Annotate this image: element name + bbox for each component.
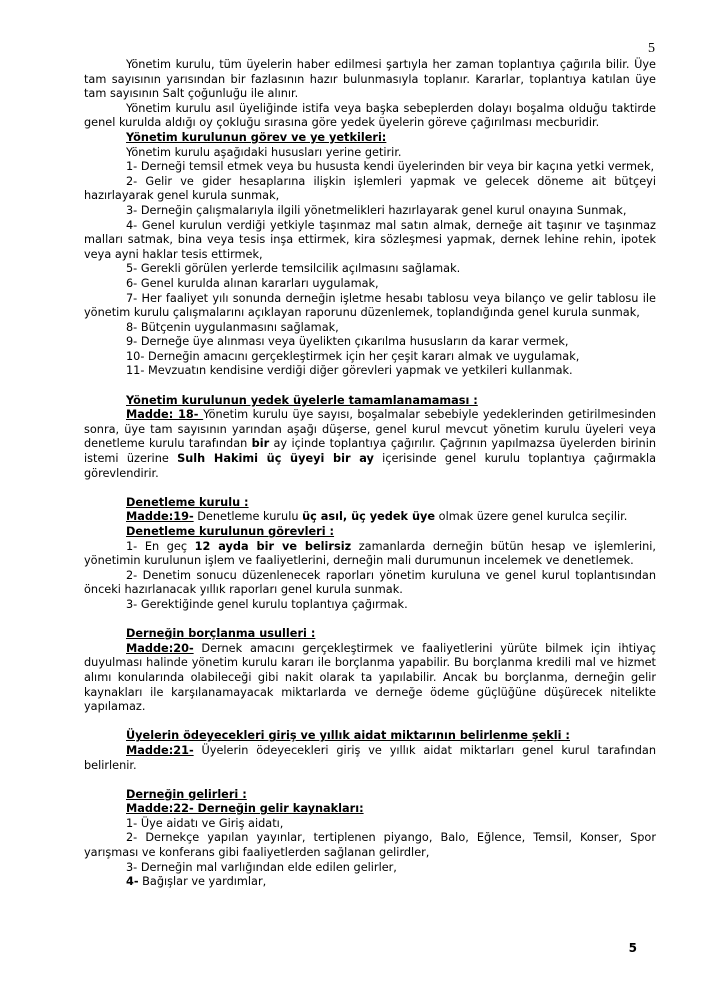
list-item: 1- Derneği temsil etmek veya bu hususta kendi üyelerinden bir veya bir kaçına yetki vermek, xyxy=(126,160,655,174)
article-label: Madde:20- xyxy=(126,641,194,655)
page-number-top: 5 xyxy=(648,41,655,56)
list-item: 4- Genel kurulun verdiği yetkiyle taşınmaz mal satın almak, derneğe ait taşınır ve taşınmaz malları satmak, bina veya tesis inşa ettirmek, kira sözleşmesi yapmak, dernek lehine rehin, ipotek veya ayni haklar tesis ettirmek, xyxy=(84,218,656,261)
section-heading: Üyelerin ödeyecekleri giriş ve yıllık aidat miktarının belirlenme şekli : xyxy=(126,729,570,743)
article-label: Madde: 18- xyxy=(126,408,204,422)
list-item: 2- Denetim sonucu düzenlenecek raporları yönetim kuruluna ve genel kurul toplantısından önceki hazırlanacak yıllık raporları genel kurula sunmak. xyxy=(84,568,656,597)
section-heading: Denetleme kurulunun görevleri : xyxy=(126,525,335,538)
list-item: 3- Gerektiğinde genel kurulu toplantıya çağırmak. xyxy=(126,597,408,611)
list-item: 8- Bütçenin uygulanmasını sağlamak, xyxy=(126,320,339,334)
article-paragraph: Madde:20- Dernek amacını gerçekleştirmek ve faaliyetlerini yürüte bilmek için ihtiyaç duyulması halinde yönetim kurulu kararı ile borçlanma yapabilir. Bu borçlanma kredili mal ve hizmet alımı konularında olabileceği gibi nakit olarak ta yapılabilir. Ancak bu borçlanma, derneğin gelir kaynakları ile karşılanamayacak miktarlarda ve derneğe ödeme güçlüğüne düşürecek nitelikte yapılamaz. xyxy=(84,641,656,714)
article-label: Madde:19- xyxy=(126,510,194,524)
article-paragraph: Madde: 18- Yönetim kurulu üye sayısı, boşalmalar sebebiyle yedeklerinden getirilmesinden sonra, üye tam sayısının yarından aşağı düşerse, genel kurul mevcut yönetim kurulu üyeleri veya denetleme kurulu tarafından bir ay içinde toplantıya çağırılır. Çağrının yapılmazsa üyelerden birinin istemi üzerine Sulh Hakimi üç üyeyi bir ay içerisinde genel kurulu toplantıya çağırmakla görevlendirir. xyxy=(84,408,657,480)
article-paragraph: Madde:21- Üyelerin ödeyecekleri giriş ve yıllık aidat miktarları genel kurul tarafından belirlenir. xyxy=(84,743,656,772)
section-heading: Yönetim kurulunun yedek üyelerle tamamlanamaması : xyxy=(126,393,478,407)
list-item: 2- Dernekçe yapılan yayınlar, tertiplenen piyango, Balo, Eğlence, Temsil, Konser, Spor yarışması ve konferans gibi faaliyetlerden sağlanan gelirdler, xyxy=(84,831,656,860)
paragraph: Yönetim kurulu asıl üyeliğinde istifa veya başka sebeplerden dolayı boşalma olduğu taktirde genel kurulda aldığı oy çokluğu sırasına göre yedek üyelerin göreve çağırılması mecburidir. xyxy=(84,101,656,130)
section-heading: Derneğin borçlanma usulleri : xyxy=(126,627,316,641)
list-item: 6- Genel kurulda alınan kararları uygulamak, xyxy=(126,276,379,290)
article-label: Madde:21- xyxy=(126,743,194,757)
page-body xyxy=(84,58,656,890)
paragraph: Yönetim kurulu aşağıdaki hususları yerine getirir. xyxy=(126,145,402,159)
list-item: 11- Mevzuatın kendisine verdiği diğer görevleri yapmak ve yetkileri kullanmak. xyxy=(126,364,573,378)
list-item: 5- Gerekli görülen yerlerde temsilcilik açılmasını sağlamak. xyxy=(126,262,461,276)
list-item: 2- Gelir ve gider hesaplarına ilişkin işlemleri yapmak ve gelecek döneme ait bütçeyi hazırlayarak genel kurula sunmak, xyxy=(84,174,656,203)
section-heading: Yönetim kurulunun görev ve ye yetkileri: xyxy=(126,130,387,144)
list-item: 3- Derneğin mal varlığından elde edilen gelirler, xyxy=(126,860,397,874)
list-item: 3- Derneğin çalışmalarıyla ilgili yönetmelikleri hazırlayarak genel kurul onayına Sunmak, xyxy=(126,203,627,217)
list-item: 7- Her faaliyet yılı sonunda derneğin işletme hesabı tablosu veya bilanço ve gelir tablosu ile yönetim kurulu çalışmalarını açıklayan raporunu düzenlemek, toplandığında genel kurula sunmak, xyxy=(84,291,656,320)
list-item: 1- Üye aidatı ve Giriş aidatı, xyxy=(126,816,284,830)
list-item: 4- Bağışlar ve yardımlar, xyxy=(126,875,267,889)
list-item: 1- En geç 12 ayda bir ve belirsiz zamanlarda derneğin bütün hesap ve işlemlerini, yönetimin kurulunun işlem ve faaliyetlerini, derneğin mali durumunun incelemek ve denetlemek. xyxy=(84,539,657,568)
page-number-bottom: 5 xyxy=(628,941,637,955)
list-item: 9- Derneğe üye alınması veya üyelikten çıkarılma hususların da karar vermek, xyxy=(126,335,569,349)
section-heading: Denetleme kurulu : xyxy=(126,495,249,509)
section-heading: Madde:22- Derneğin gelir kaynakları: xyxy=(126,802,364,816)
section-heading: Derneğin gelirleri : xyxy=(126,787,247,801)
paragraph: Yönetim kurulu, tüm üyelerin haber edilmesi şartıyla her zaman toplantıya çağırıla bilir. Üye tam sayısının yarısından bir fazlasının hazır bulunmasıyla toplanır. Kararlar, toplantıya katılan üye tam sayısının Salt çoğunluğu ile alınır. xyxy=(84,58,656,101)
article-paragraph: Madde:19- Denetleme kurulu üç asıl, üç yedek üye olmak üzere genel kurulca seçilir. xyxy=(126,510,628,524)
list-item: 10- Derneğin amacını gerçekleştirmek için her çeşit kararı almak ve uygulamak, xyxy=(126,349,580,363)
